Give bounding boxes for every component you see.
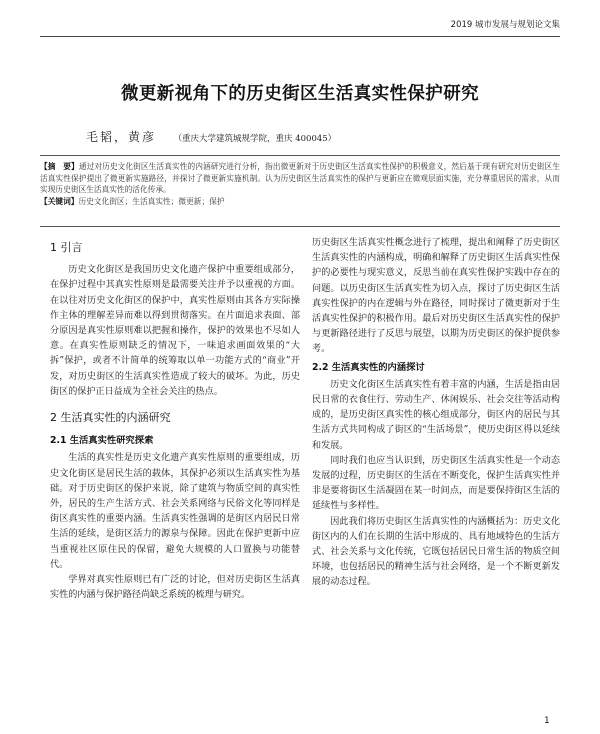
body-paragraph: 因此我们将历史街区生活真实性的内涵概括为：历史文化街区内的人们在长期的生活中形成的、具有地域特色的生活方式、社会关系与文化传统，它既包括居民日常生活的物质空间环境，也包括居民的精神生活与社会网络，是一个不断更新发展的动态过程。 xyxy=(312,516,560,588)
abstract-label: 【摘 要】 xyxy=(40,162,79,171)
body-paragraph: 历史街区生活真实性概念进行了梳理，提出和阐释了历史街区生活真实性的内涵构成，明确和解释了历史街区生活真实性保护的必要性与现实意义，反思当前在真实性保护实践中存在的问题。以历史街区生活真实性为切入点，探讨了历史街区生活真实性保护的内在逻辑与外在路径，同时探讨了微更新对于生活真实性保护的积极作用。最后对历史街区生活真实性的保护与更新路径进行了反思与展望，以期为历史街区的保护提供参考。 xyxy=(312,238,560,355)
keywords-text: 历史文化街区；生活真实性；微更新；保护 xyxy=(78,196,225,206)
paper-title: 微更新视角下的历史街区生活真实性保护研究 xyxy=(121,84,479,104)
journal-name: 2019 城市发展与规划论文集 xyxy=(450,20,560,30)
keywords-paragraph xyxy=(40,196,560,208)
subsection-heading-2-1: 2.1 生活真实性研究探索 xyxy=(50,435,154,447)
section-heading-intro: 1 引言 xyxy=(50,241,83,254)
abstract-text: 通过对历史文化街区生活真实性的内涵研究进行分析，指出微更新对于历史街区生活真实性保护的积极意义，然后基于现有研究对历史街区生活真实性保护提出了微更新实施路径，并探讨了微更新实施机制。认为历史街区生活真实性的保护与更新应在微观层面实施，充分尊重居民的需求，从而实现历史街区生活真实性的活化传承。 xyxy=(40,162,560,194)
abstract-paragraph xyxy=(40,161,560,196)
running-header xyxy=(40,18,560,37)
subsection-heading-2-2: 2.2 生活真实性的内涵探讨 xyxy=(312,361,425,373)
body-paragraph: 历史文化街区是我国历史文化遗产保护中重要组成部分，在保护过程中其真实性原则是最需要关注并予以重视的方面。在以往对历史文化街区的保护中，真实性原则由其各方实际操作主体的理解差异而难以得到贯彻落实。在片面追求表面、部分原因是真实性原则难以把握和操作，保护的效果也不尽如人意。在真实性原则缺乏的情况下，一味追求画面效果的“大拆”保护，或者不计简单的统筹取以单一功能方式的“商业”开发，对历史街区的生活真实性造成了较大的破坏。为此，历史街区的保护正日益成为全社会关注的热点。 xyxy=(50,265,300,397)
right-column xyxy=(312,236,560,591)
abstract-block xyxy=(40,155,560,227)
left-column xyxy=(50,236,300,603)
keywords-label: 【关键词】 xyxy=(40,196,79,206)
body-paragraph: 历史文化街区生活真实性有着丰富的内涵，生活是指由居民日常的衣食住行、劳动生产、休闲娱乐、社会交往等活动构成的，是历史街区真实性的核心组成部分，街区内的居民与其生活方式共同构成了街区的“生活场景”，使历史街区得以延续和发展。 xyxy=(312,379,560,451)
body-paragraph: 同时我们也应当认识到，历史街区生活真实性是一个动态发展的过程，历史街区的生活在不断变化，保护生活真实性并非是要将街区生活凝固在某一时间点，而是要保持街区生活的延续性与多样性。 xyxy=(312,455,560,512)
author-affiliation: （重庆大学建筑城规学院，重庆 400045） xyxy=(173,134,337,144)
page-number: 1 xyxy=(544,716,550,726)
section-heading-connotation: 2 生活真实性的内涵研究 xyxy=(50,411,171,425)
author-names: 毛韬，黄彦 xyxy=(86,130,157,144)
body-paragraph: 学界对真实性原则已有广泛的讨论，但对历史街区生活真实性的内涵与保护路径尚缺乏系统的梳理与研究。 xyxy=(50,575,300,601)
body-paragraph: 生活的真实性是历史文化遗产真实性原则的重要组成，历史文化街区是居民生活的载体，其保护必须以生活真实性为基础。对于历史街区的保护来说，除了建筑与物质空间的真实性外，居民的生产生活方式、社会关系网络与民俗文化等同样是街区真实性的重要内涵。生活真实性强调的是街区内居民日常生活的延续，是街区活力的源泉与保障。因此在保护更新中应当重视社区原住民的保留，避免大规模的人口置换与功能替代。 xyxy=(50,453,300,570)
author-line xyxy=(86,128,336,145)
